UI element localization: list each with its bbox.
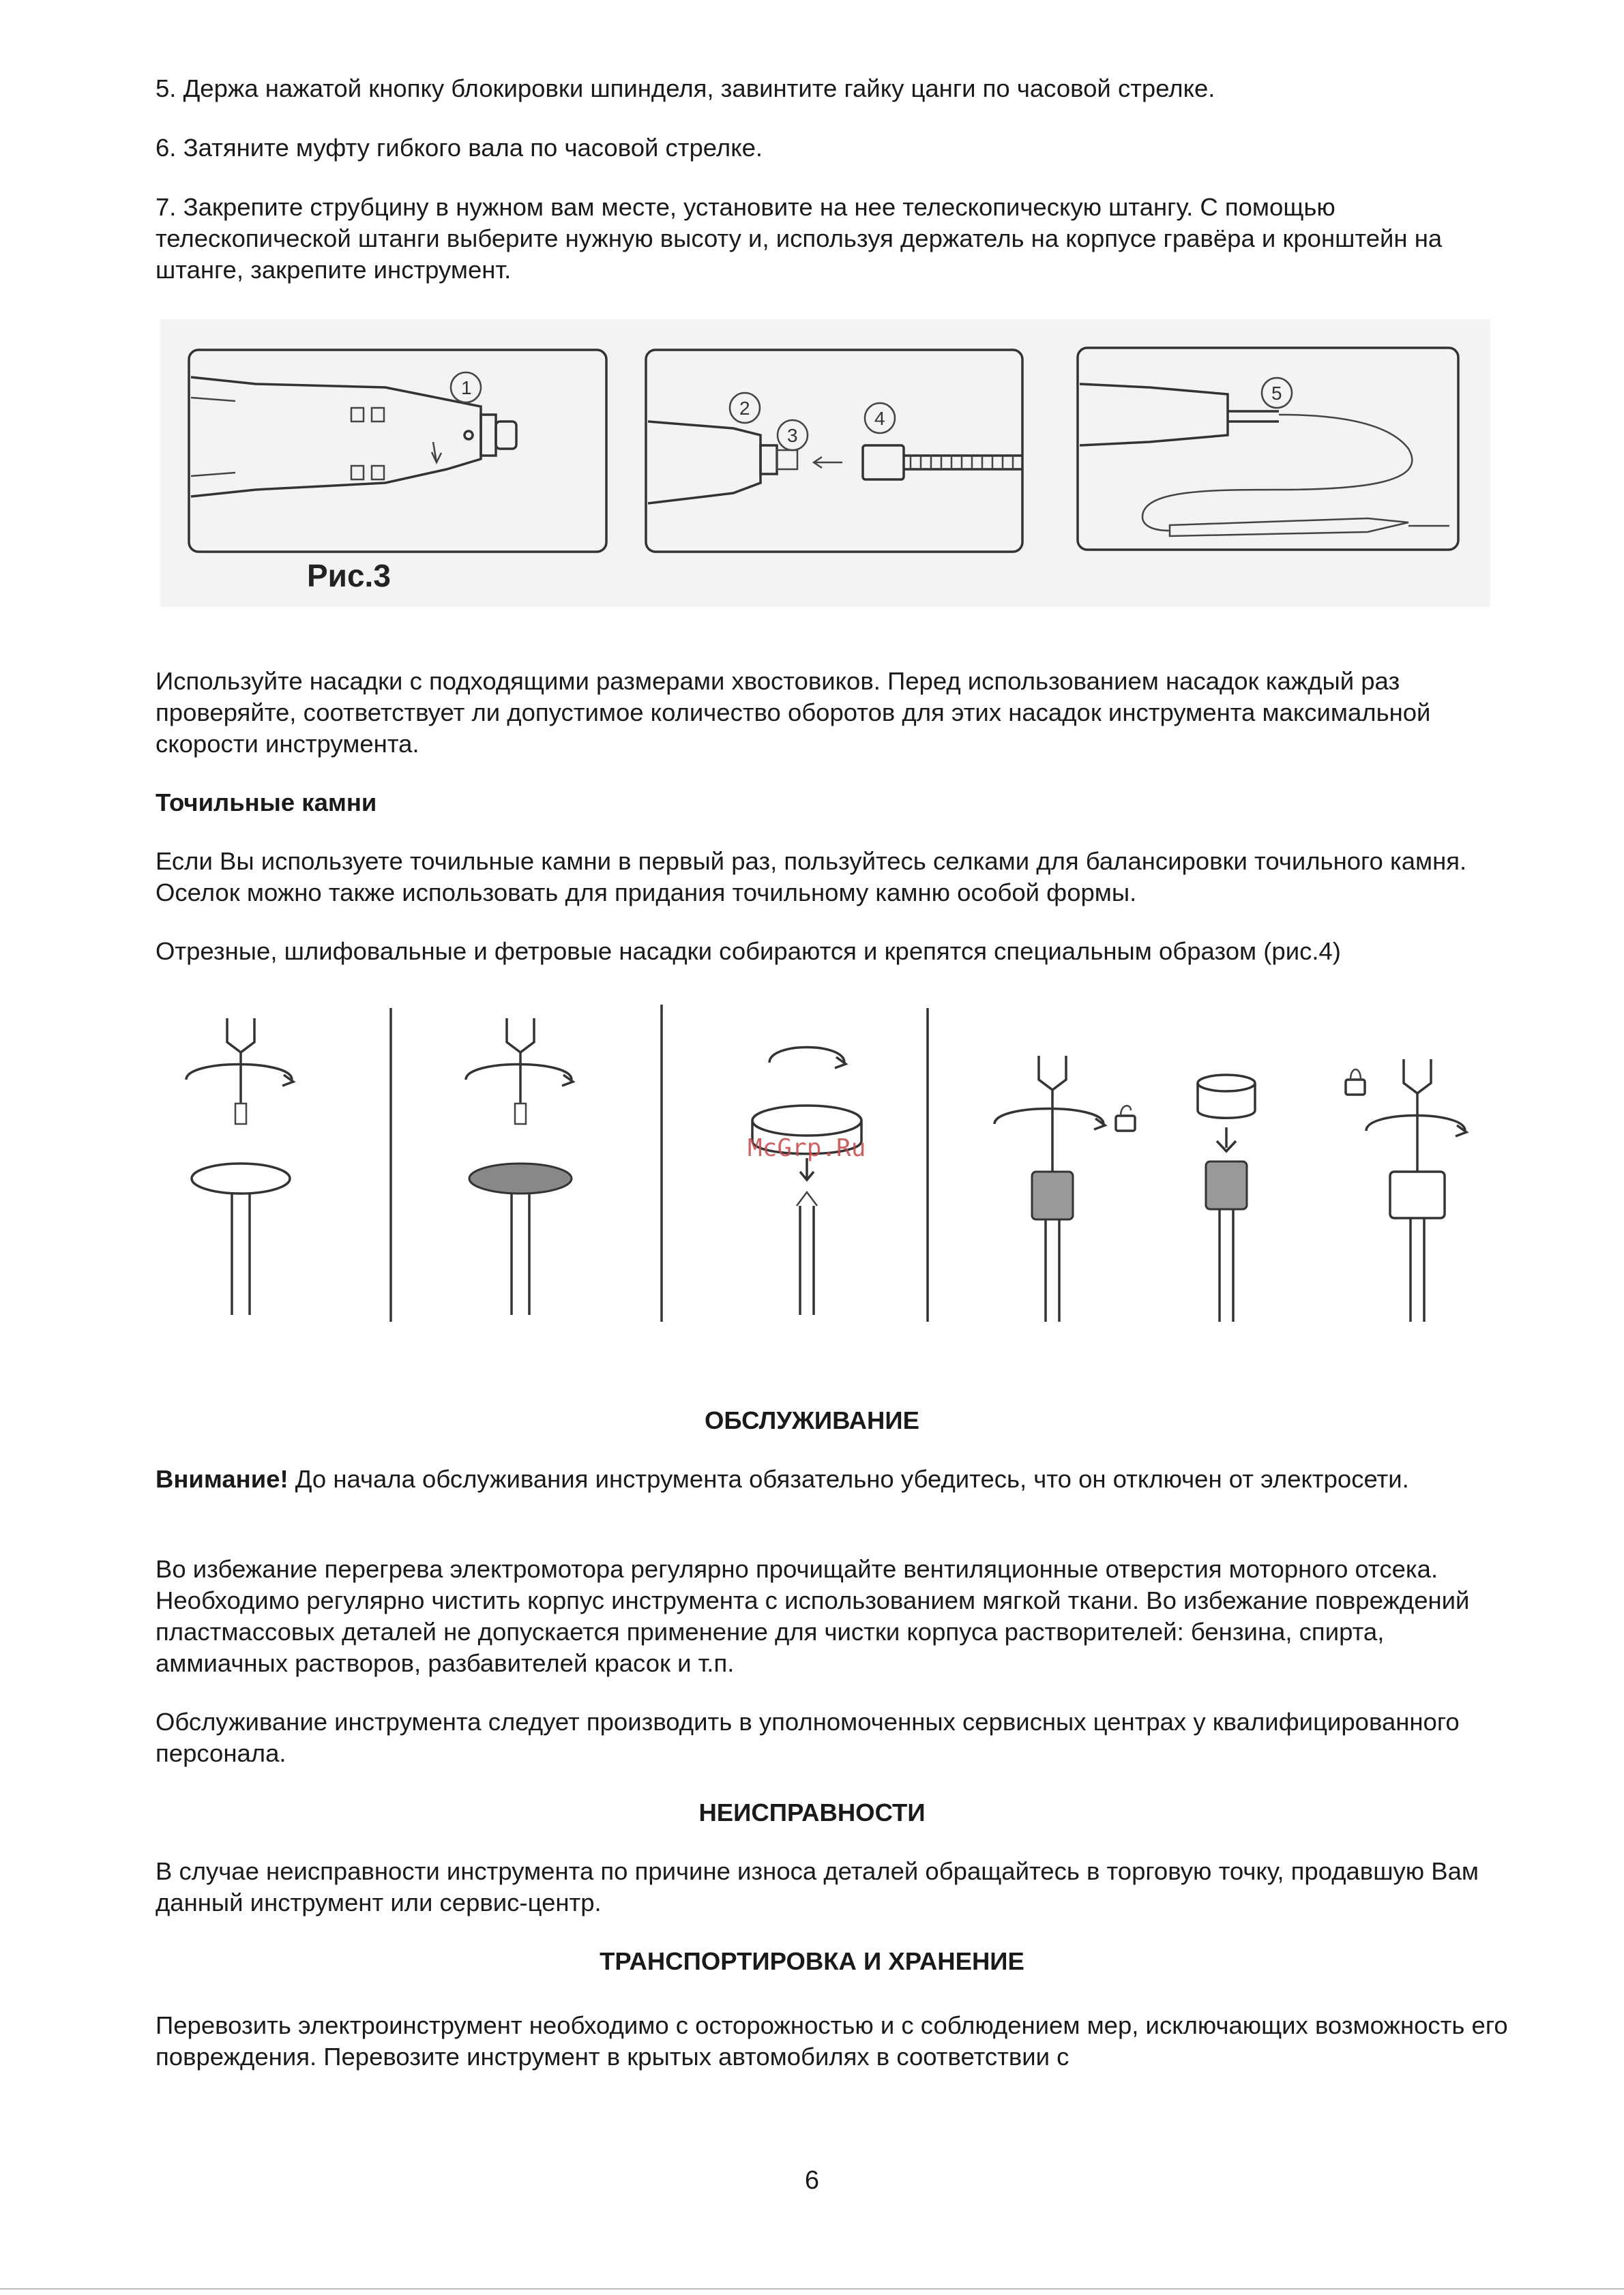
callout-4: 4 [874, 408, 885, 429]
warning-text: До начала обслуживания инструмента обязательно убедитесь, что он отключен от электросети. [288, 1465, 1409, 1493]
mounted-stone-unlock-assembly [994, 1056, 1135, 1322]
grinding-stones-text-2: Отрезные, шлифовальные и фетровые насадки собираются и крепятся специальным образом (рис.4) [156, 937, 1341, 965]
mounted-stone-lock-assembly [1346, 1059, 1466, 1322]
figure-3-illustration [160, 319, 1490, 607]
maintenance-text-1: Во избежание перегрева электромотора регулярно прочищайте вентиляционные отверстия моторного отсека. Необходимо регулярно чистить корпус инструмента с использованием мягкой ткани. Во избежание повреждений пластмассовых деталей не допускается применение для чистки корпуса растворителей: бензина, спирта, аммиачных растворов, разбавителей красок и т.п. [156, 1555, 1470, 1677]
maintenance-heading: ОБСЛУЖИВАНИЕ [705, 1406, 919, 1434]
warning-label: Внимание! [156, 1465, 289, 1493]
grinding-disc-assembly [466, 1018, 573, 1315]
attachments-text: Используйте насадки с подходящими размерами хвостовиков. Перед использованием насадок каждый раз проверяйте, соответствует ли допустимое количество оборотов для этих насадок инструмента максимальной скорости инструмента. [156, 667, 1431, 758]
watermark-text: McGrp.Ru [748, 1134, 866, 1162]
stone-insert-assembly [1198, 1075, 1255, 1322]
maintenance-text-2: Обслуживание инструмента следует производить в уполномоченных сервисных центрах у квалифицированного персонала. [156, 1708, 1460, 1767]
cutting-disc-assembly [186, 1018, 293, 1315]
felt-wheel-assembly [752, 1048, 861, 1316]
step-6-text: 6. Затяните муфту гибкого вала по часовой стрелке. [156, 134, 763, 162]
callout-3: 3 [787, 425, 798, 446]
figure-4 [156, 1001, 1513, 1335]
step-7-text: 7. Закрепите струбцину в нужном вам месте, установите на нее телескопическую штангу. С помощью телескопической штанги выберите нужную высоту и, используя держатель на корпусе гравёра и кронштейн на штанге, закрепите инструмент. [156, 193, 1443, 284]
figure-4-illustration [156, 1001, 1513, 1335]
page-bottom-edge [0, 2288, 1624, 2290]
faults-text: В случае неисправности инструмента по причине износа деталей обращайтесь в торговую точку, продавшую Вам данный инструмент или сервис-центр. [156, 1857, 1479, 1916]
transport-heading: ТРАНСПОРТИРОВКА И ХРАНЕНИЕ [600, 1947, 1024, 1975]
transport-text: Перевозить электроинструмент необходимо с осторожностью и с соблюдением мер, исключающих возможность его повреждения. Перевозите инструмент в крытых автомобилях в соответствии с [156, 2011, 1508, 2071]
grinding-stones-heading: Точильные камни [156, 788, 377, 816]
callout-1: 1 [461, 377, 472, 398]
figure-3 [160, 319, 1490, 607]
step-5-text: 5. Держа нажатой кнопку блокировки шпинделя, завинтите гайку цанги по часовой стрелке. [156, 74, 1215, 102]
figure-3-label: Рис.3 [307, 558, 391, 593]
callout-2: 2 [739, 398, 750, 419]
page-number: 6 [804, 2166, 820, 2195]
grinding-stones-text-1: Если Вы используете точильные камни в первый раз, пользуйтесь селками для балансировки точильного камня. Оселок можно также использовать для придания точильному камню особой формы. [156, 847, 1467, 906]
faults-heading: НЕИСПРАВНОСТИ [698, 1798, 926, 1826]
maintenance-warning [156, 1464, 1513, 1495]
callout-5: 5 [1271, 383, 1282, 404]
